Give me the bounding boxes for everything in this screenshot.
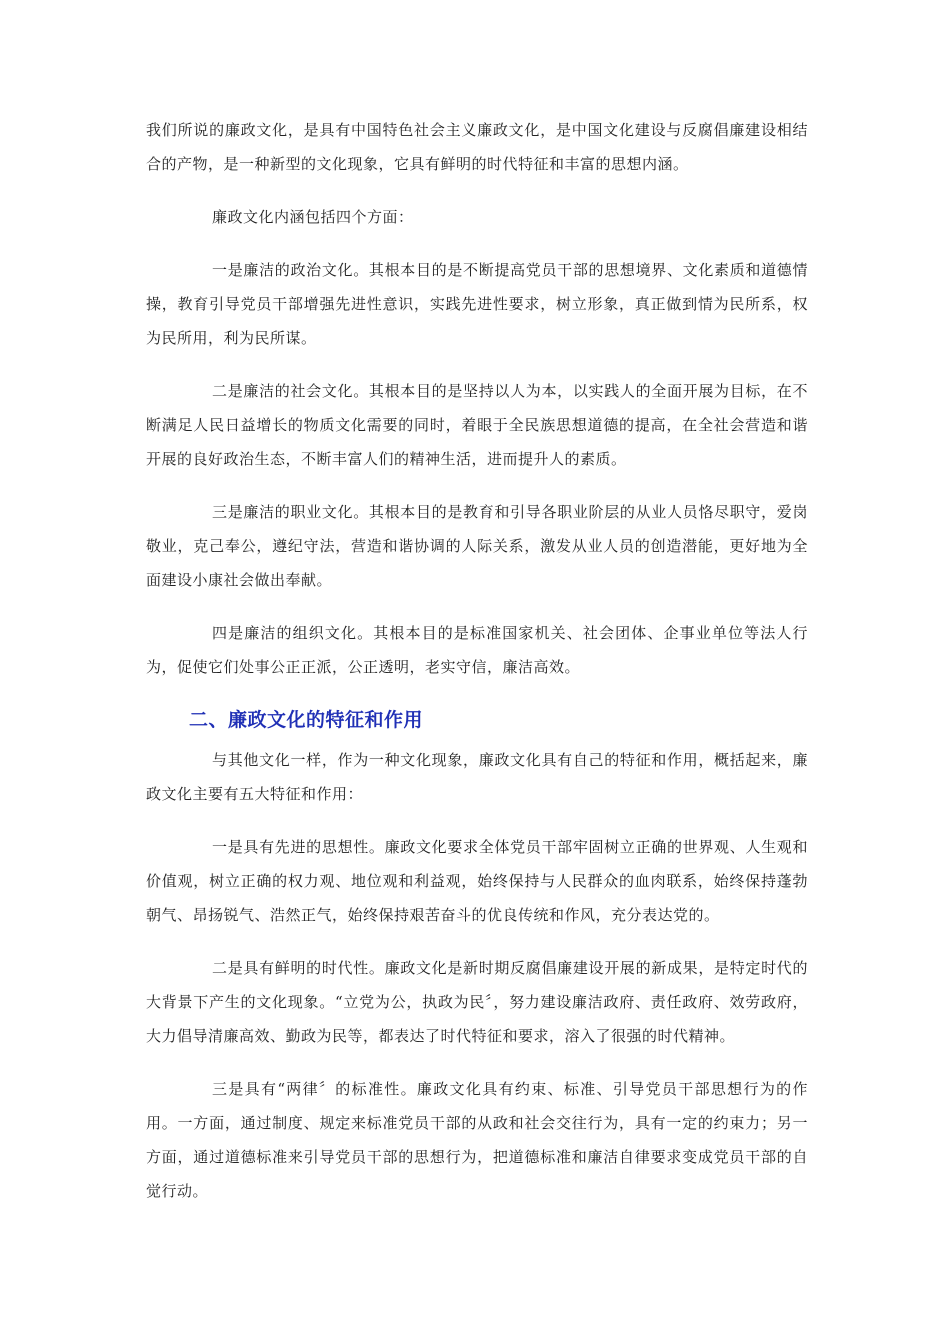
document-page	[146, 113, 808, 1227]
political-culture-paragraph: 一是廉洁的政治文化。其根本目的是不断提高党员干部的思想境界、文化素质和道德情操，教育引导党员干部增强先进性意识，实践先进性要求，树立形象，真正做到情为民所系，权为民所用，利为民所谋。	[146, 261, 808, 347]
standard-feature-paragraph: 三是具有“两律〞的标准性。廉政文化具有约束、标准、引导党员干部思想行为的作用。一方面，通过制度、规定来标准党员干部的从政和社会交往行为，具有一定的约束力；另一方面，通过道德标准来引导党员干部的思想行为，把道德标准和廉洁自律要求变成党员干部的自觉行动。	[146, 1080, 808, 1200]
ideological-feature-paragraph: 一是具有先进的思想性。廉政文化要求全体党员干部牢固树立正确的世界观、人生观和价值观，树立正确的权力观、地位观和利益观，始终保持与人民群众的血肉联系，始终保持蓬勃朝气、昂扬锐气、浩然正气，始终保持艰苦奋斗的优良传统和作风，充分表达党的。	[146, 838, 808, 924]
intro-paragraph: 我们所说的廉政文化，是具有中国特色社会主义廉政文化，是中国文化建设与反腐倡廉建设相结合的产物，是一种新型的文化现象，它具有鲜明的时代特征和丰富的思想内涵。	[146, 121, 808, 173]
professional-culture-paragraph: 三是廉洁的职业文化。其根本目的是教育和引导各职业阶层的从业人员恪尽职守，爱岗敬业，克己奉公，遵纪守法，营造和谐协调的人际关系，激发从业人员的创造潜能，更好地为全面建设小康社会做出奉献。	[146, 503, 808, 589]
era-feature-paragraph: 二是具有鲜明的时代性。廉政文化是新时期反腐倡廉建设开展的新成果，是特定时代的大背景下产生的文化现象。“立党为公，执政为民〞，努力建设廉洁政府、责任政府、效劳政府，大力倡导清廉高效、勤政为民等，都表达了时代特征和要求，溶入了很强的时代精神。	[146, 959, 808, 1045]
connotation-intro: 廉政文化内涵包括四个方面：	[212, 208, 414, 226]
features-intro-paragraph: 与其他文化一样，作为一种文化现象，廉政文化具有自己的特征和作用，概括起来，廉政文化主要有五大特征和作用：	[146, 751, 808, 803]
organizational-culture-paragraph: 四是廉洁的组织文化。其根本目的是标准国家机关、社会团体、企事业单位等法人行为，促使它们处事公正正派，公正透明，老实守信，廉洁高效。	[146, 624, 808, 676]
social-culture-paragraph: 二是廉洁的社会文化。其根本目的是坚持以人为本，以实践人的全面开展为目标，在不断满足人民日益增长的物质文化需要的同时，着眼于全民族思想道德的提高，在全社会营造和谐开展的良好政治生态，不断丰富人们的精神生活，进而提升人的素质。	[146, 382, 808, 468]
section-heading: 二、廉政文化的特征和作用	[189, 709, 424, 731]
